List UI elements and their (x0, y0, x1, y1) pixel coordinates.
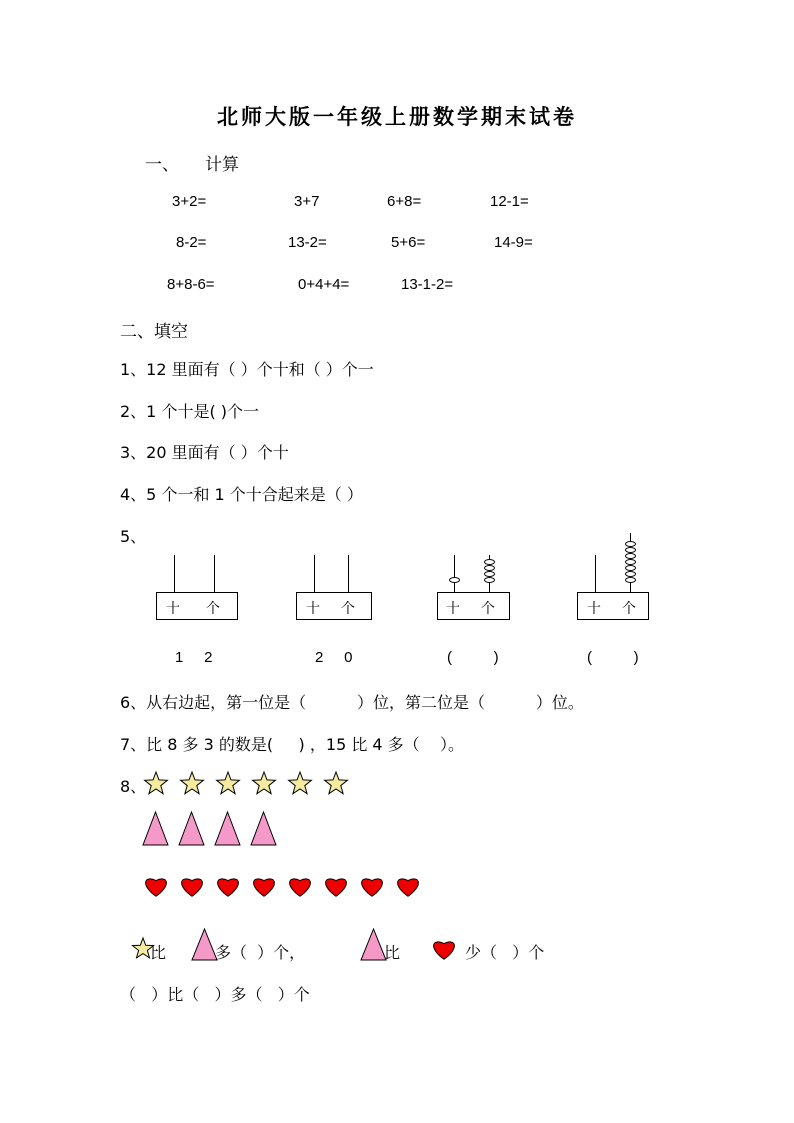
abacus-tens-label: 十 (446, 601, 460, 617)
calc-2-3: 5+6= (391, 234, 426, 251)
heart-icon (182, 879, 203, 896)
triangle-icon (251, 812, 276, 845)
heart-icon (434, 942, 455, 959)
compare-text-2: 多（ ）个， (215, 943, 306, 962)
heart-icon (290, 879, 311, 896)
abacus-1-answer: 1 2 (175, 649, 213, 666)
heart-icon (362, 879, 383, 896)
heart-icon (326, 879, 347, 896)
abacus-ones-label: 个 (206, 601, 220, 617)
star-icon (217, 772, 240, 794)
question-1: 1、12 里面有（ ）个十和（ ）个一 (120, 360, 374, 379)
compare-line-2: （ ）比（ ）多（ ）个 (120, 985, 310, 1004)
calc-1-4: 12-1= (490, 193, 529, 210)
compare-text-4: 少（ ）个 (465, 943, 545, 962)
question-8: 8、 (120, 777, 147, 796)
heart-icon (218, 879, 239, 896)
abacus-tens-label: 十 (166, 601, 180, 617)
triangle-icon (361, 929, 386, 960)
calc-3-2: 0+4+4= (298, 276, 350, 293)
calc-3-3: 13-1-2= (401, 276, 454, 293)
abacus-4-answer: ( ) (587, 649, 639, 666)
section1-number: 一、 (145, 155, 179, 175)
page-title: 北师大版一年级上册数学期末试卷 (217, 104, 577, 129)
question-7: 7、比 8 多 3 的数是( ) ，15 比 4 多（ ）。 (120, 735, 465, 754)
compare-text-3: 比 (384, 943, 401, 962)
compare-text-1: 比 (150, 943, 167, 962)
question-2: 2、1 个十是( )个一 (120, 402, 260, 421)
calc-3-1: 8+8-6= (167, 276, 215, 293)
heart-icon (254, 879, 275, 896)
triangle-icon (215, 812, 240, 845)
abacus-2-answer: 2 0 (315, 649, 353, 666)
question-5: 5、 (120, 527, 147, 546)
calc-2-2: 13-2= (288, 234, 327, 251)
calc-1-1: 3+2= (172, 193, 207, 210)
calc-2-4: 14-9= (494, 234, 533, 251)
question-6: 6、从右边起，第一位是（ ）位，第二位是（ ）位。 (120, 693, 584, 712)
section1-label: 计算 (205, 155, 239, 175)
star-icon (181, 772, 204, 794)
calc-1-3: 6+8= (387, 193, 422, 210)
star-icon (289, 772, 312, 794)
heart-icon (398, 879, 419, 896)
question-4: 4、5 个一和 1 个十合起来是（ ） (120, 485, 363, 504)
heart-icon (146, 879, 167, 896)
abacus-tens-label: 十 (306, 601, 320, 617)
abacus-ones-label: 个 (341, 601, 355, 617)
star-icon (253, 772, 276, 794)
star-icon (325, 772, 348, 794)
star-icon (145, 772, 168, 794)
abacus-ones-label: 个 (481, 601, 495, 617)
abacus-tens-label: 十 (587, 601, 601, 617)
section2-label: 二、填空 (120, 322, 188, 342)
abacus-3-answer: ( ) (447, 649, 499, 666)
triangle-icon (143, 812, 168, 845)
triangle-icon (179, 812, 204, 845)
calc-2-1: 8-2= (176, 234, 207, 251)
abacus-ones-label: 个 (622, 601, 636, 617)
triangle-icon (192, 929, 217, 960)
question-3: 3、20 里面有（ ）个十 (120, 443, 289, 462)
calc-1-2: 3+7 (294, 193, 320, 210)
